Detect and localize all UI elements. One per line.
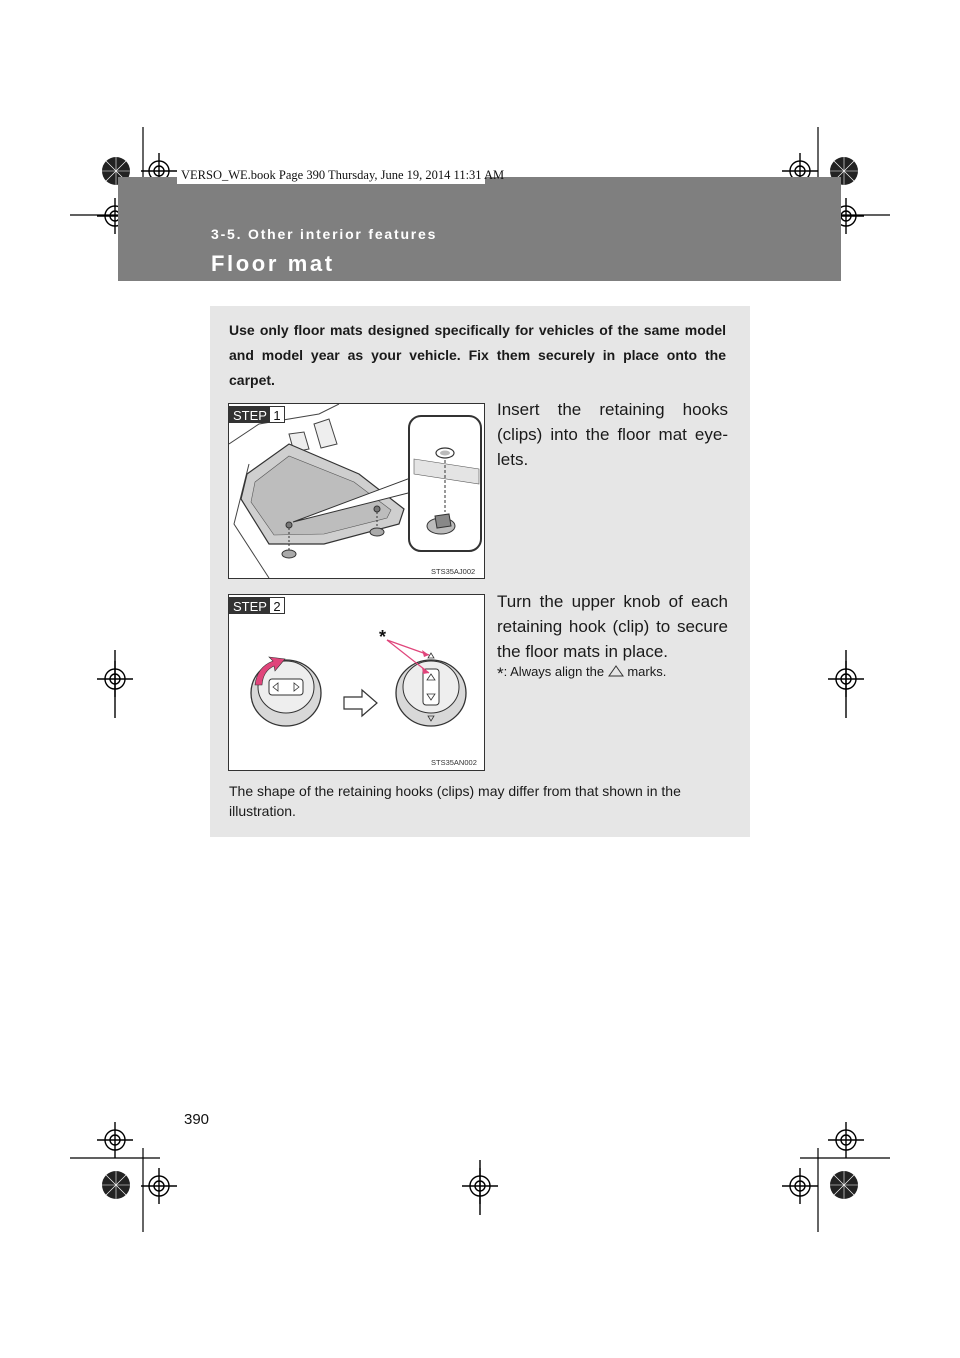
book-stamp: VERSO_WE.book Page 390 Thursday, June 19, 2014 11:31 AM (177, 166, 485, 184)
step-1-badge-word: STEP (233, 408, 267, 423)
intro-paragraph: Use only floor mats designed specifically for vehicles of the same model and model year as your vehicle. Fix them securely in place onto the carpet. (229, 322, 726, 388)
step-2-text: Turn the upper knob of each retaining hook (clip) to secure the floor mats in place. (497, 592, 728, 661)
step-1-badge-number: 1 (270, 407, 284, 422)
step-1-badge (229, 406, 285, 423)
svg-text:*: * (379, 627, 387, 647)
step-1-figure-code: STS35AJ002 (431, 567, 476, 576)
step-2-badge-number: 2 (270, 598, 284, 613)
note-suffix: marks. (627, 664, 667, 679)
note-asterisk: * (497, 664, 504, 683)
footnote: The shape of the retaining hooks (clips) may differ from that shown in the illustration. (229, 783, 681, 819)
step-2-figure (228, 594, 485, 771)
floor-mat-illustration (229, 404, 484, 578)
retaining-hook-illustration (229, 595, 484, 770)
step-2-figure-code: STS35AN002 (431, 758, 477, 767)
triangle-mark-icon (608, 665, 624, 677)
page-title: Floor mat (211, 251, 335, 276)
step-2-badge (229, 597, 285, 614)
step-2-badge-word: STEP (233, 599, 267, 614)
step-1-figure (228, 403, 485, 579)
page-number: 390 (184, 1111, 210, 1128)
step-1-text: Insert the retaining hooks (clips) into the floor mat eye-lets. (497, 400, 728, 469)
alignment-note (497, 664, 737, 684)
note-prefix: : Always align the (503, 664, 605, 679)
section-label: 3-5. Other interior features (211, 226, 438, 242)
